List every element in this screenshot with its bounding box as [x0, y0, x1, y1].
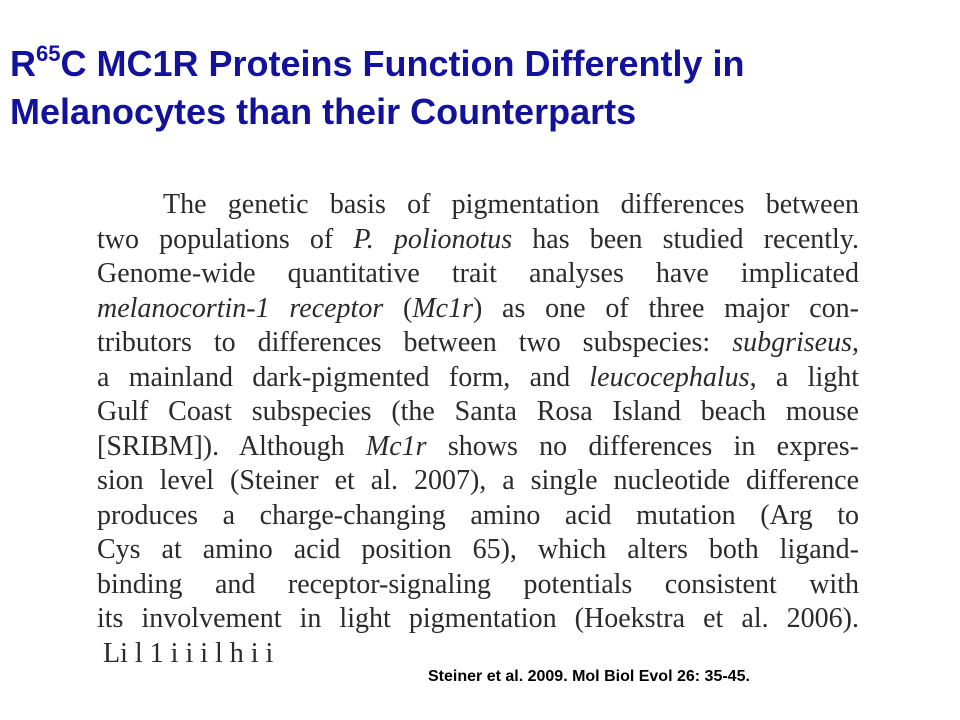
- excerpt-italic-run: P. polionotus: [353, 223, 513, 255]
- excerpt-run: has been studied recently.: [512, 223, 859, 255]
- excerpt-italic-run: melanocortin-1 receptor: [97, 292, 384, 324]
- excerpt-line: [97, 602, 859, 637]
- slide-title: [10, 40, 950, 136]
- excerpt-run: [SRIBM]). Although: [97, 430, 366, 462]
- excerpt-italic-run: Mc1r: [412, 292, 473, 324]
- excerpt-italic-run: Mc1r: [365, 430, 427, 462]
- excerpt-line: [97, 637, 859, 665]
- excerpt-run: shows no differences in expres-: [426, 430, 859, 462]
- excerpt-italic-run: subgriseus: [732, 327, 852, 358]
- excerpt-run: its involvement in light pigmentation (Hoekstra et al. 2006).: [97, 603, 859, 634]
- excerpt-run: two populations of: [97, 223, 354, 255]
- excerpt-run: , a light: [749, 361, 860, 393]
- excerpt-line: [97, 464, 859, 499]
- excerpt-run: (: [383, 292, 413, 324]
- excerpt-line: [97, 292, 859, 327]
- excerpt-line: [97, 361, 859, 396]
- excerpt-run: Cys at amino acid position 65), which alters both ligand-: [97, 534, 859, 565]
- title-superscript: 65: [36, 41, 61, 66]
- title-line-2: Melanocytes than their Counterparts: [10, 91, 637, 132]
- title-line-1: [10, 40, 950, 88]
- paper-excerpt-image: [90, 180, 870, 664]
- excerpt-line: [97, 568, 859, 603]
- excerpt-run: Li l 1 i i i l h i i: [103, 637, 274, 664]
- excerpt-run: binding and receptor-signaling potentials consistent with: [97, 568, 859, 600]
- excerpt-run: produces a charge-changing amino acid mutation (Arg to: [97, 499, 859, 531]
- excerpt-line: [97, 499, 859, 534]
- excerpt-run: Genome-wide quantitative trait analyses have implicated: [97, 258, 859, 289]
- excerpt-run: ) as one of three major con-: [472, 292, 859, 324]
- excerpt-line: [97, 395, 859, 430]
- excerpt-run: Gulf Coast subspecies (the Santa Rosa Island beach mouse: [97, 396, 859, 427]
- excerpt-run: a mainland dark-pigmented form, and: [97, 361, 590, 393]
- excerpt-run: ,: [852, 327, 859, 358]
- title-line-1-text: C MC1R Proteins Function Differently in: [60, 43, 745, 84]
- citation: Steiner et al. 2009. Mol Biol Evol 26: 35-45.: [428, 668, 750, 685]
- excerpt-italic-run: leucocephalus: [589, 361, 750, 393]
- excerpt-line: [97, 533, 859, 568]
- excerpt-line: [97, 223, 859, 258]
- excerpt-line: [97, 430, 859, 465]
- excerpt-run: sion level (Steiner et al. 2007), a single nucleotide difference: [97, 465, 859, 496]
- excerpt-line: [97, 188, 859, 223]
- paper-excerpt-text: [97, 188, 859, 664]
- excerpt-run: tributors to differences between two subspecies:: [97, 327, 733, 358]
- excerpt-line: [97, 257, 859, 292]
- excerpt-run: The genetic basis of pigmentation differences between: [163, 189, 859, 220]
- title-prefix: R: [10, 43, 36, 84]
- excerpt-line: [97, 326, 859, 361]
